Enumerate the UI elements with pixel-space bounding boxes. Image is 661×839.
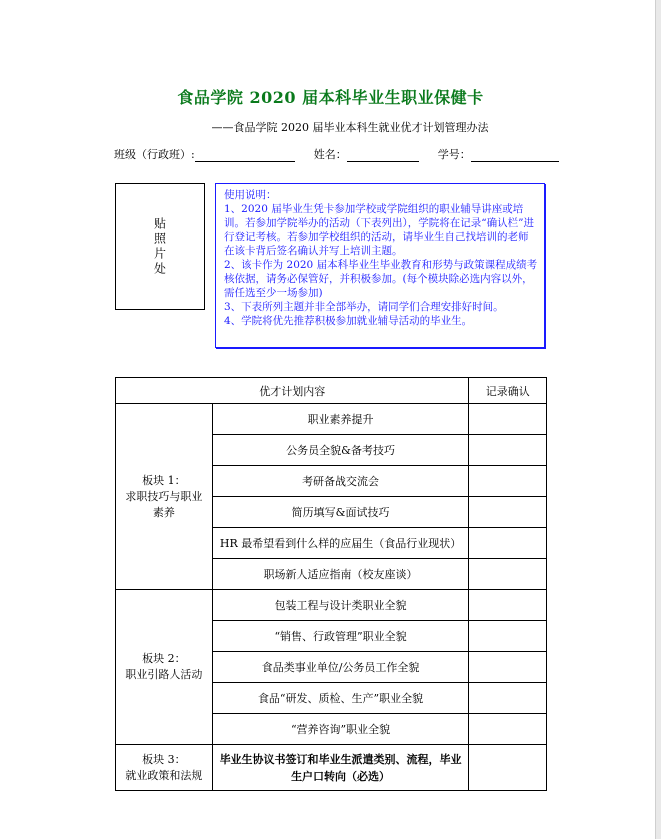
plan-item: HR 最希望看到什么样的应届生（食品行业现状） bbox=[212, 528, 469, 559]
module-3-cell bbox=[116, 745, 213, 791]
instruction-item: 1、2020 届毕业生凭卡参加学校或学院组织的职业辅导讲座或培训。若参加学院举办的活动（下表列出），学院将在记录“确认栏”进行登记考核。若参加学校组织的活动，请毕业生自己找培训的老师在该卡背后签名确认并写上培训主题。 bbox=[224, 203, 534, 257]
table-row bbox=[116, 590, 547, 621]
header-record: 记录确认 bbox=[469, 378, 547, 404]
record-cell[interactable] bbox=[469, 404, 547, 435]
page-edge bbox=[655, 0, 661, 839]
student-id-field[interactable] bbox=[471, 149, 559, 162]
header-content: 优才计划内容 bbox=[116, 378, 469, 404]
plan-item: 食品类事业单位/公务员工作全貌 bbox=[212, 652, 469, 683]
module-2-cell bbox=[116, 590, 213, 745]
table-row bbox=[116, 745, 547, 791]
record-cell[interactable] bbox=[469, 652, 547, 683]
class-label: 班级（行政班）: bbox=[114, 148, 195, 161]
plan-item: 食品“研发、质检、生产”职业全貌 bbox=[212, 683, 469, 714]
page-title: 食品学院 2020 届本科毕业生职业保健卡 bbox=[177, 88, 484, 107]
record-cell[interactable] bbox=[469, 714, 547, 745]
module-1-name: 求职技巧与职业素养 bbox=[125, 489, 203, 519]
module-1-title: 板块 1： bbox=[142, 473, 186, 487]
instruction-item: 4、学院将优先推荐积极参加就业辅导活动的毕业生。 bbox=[224, 315, 473, 327]
plan-item: 职场新人适应指南（校友座谈） bbox=[212, 559, 469, 590]
module-3-title: 板块 3： bbox=[142, 752, 186, 766]
table-header-row bbox=[116, 378, 547, 404]
plan-item: 简历填写&面试技巧 bbox=[212, 497, 469, 528]
plan-item: “销售、行政管理”职业全貌 bbox=[212, 621, 469, 652]
name-label: 姓名： bbox=[313, 148, 347, 161]
class-field[interactable] bbox=[195, 149, 295, 162]
record-cell[interactable] bbox=[469, 466, 547, 497]
record-cell[interactable] bbox=[469, 559, 547, 590]
record-cell[interactable] bbox=[469, 435, 547, 466]
name-field[interactable] bbox=[347, 149, 419, 162]
page-subtitle: ——食品学院 2020 届毕业本科生就业优才计划管理办法 bbox=[211, 121, 489, 134]
instruction-item: 2、该卡作为 2020 届本科毕业生毕业教育和形势与政策课程成绩考核依据，请务必保管好，并积极参加。(每个模块除必选内容以外，需任选至少一场参加) bbox=[224, 259, 538, 299]
student-info-row bbox=[114, 146, 564, 162]
record-cell[interactable] bbox=[469, 683, 547, 714]
student-id-label: 学号： bbox=[437, 148, 471, 161]
table-row bbox=[116, 404, 547, 435]
photo-box bbox=[115, 183, 205, 310]
instructions-box bbox=[215, 183, 545, 348]
plan-table bbox=[115, 377, 547, 791]
module-1-cell bbox=[116, 404, 213, 590]
plan-item-required: 毕业生协议书签订和毕业生派遣类别、流程，毕业生户口转向（必选） bbox=[212, 745, 469, 791]
record-cell[interactable] bbox=[469, 621, 547, 652]
record-cell[interactable] bbox=[469, 590, 547, 621]
module-3-name: 就业政策和法规 bbox=[125, 768, 203, 782]
instructions-heading: 使用说明： bbox=[224, 189, 277, 201]
record-cell[interactable] bbox=[469, 745, 547, 791]
module-2-title: 板块 2： bbox=[142, 652, 186, 665]
plan-item: “营养咨询”职业全貌 bbox=[212, 714, 469, 745]
photo-box-label: 贴照片处 bbox=[152, 216, 167, 277]
instruction-item: 3、下表所列主题并非全部举办，请同学们合理安排好时间。 bbox=[224, 301, 504, 313]
plan-item: 职业素养提升 bbox=[212, 404, 469, 435]
plan-item: 公务员全貌&备考技巧 bbox=[212, 435, 469, 466]
record-cell[interactable] bbox=[469, 497, 547, 528]
record-cell[interactable] bbox=[469, 528, 547, 559]
plan-item: 包装工程与设计类职业全貌 bbox=[212, 590, 469, 621]
module-2-name: 职业引路人活动 bbox=[125, 668, 203, 681]
plan-item: 考研备战交流会 bbox=[212, 466, 469, 497]
